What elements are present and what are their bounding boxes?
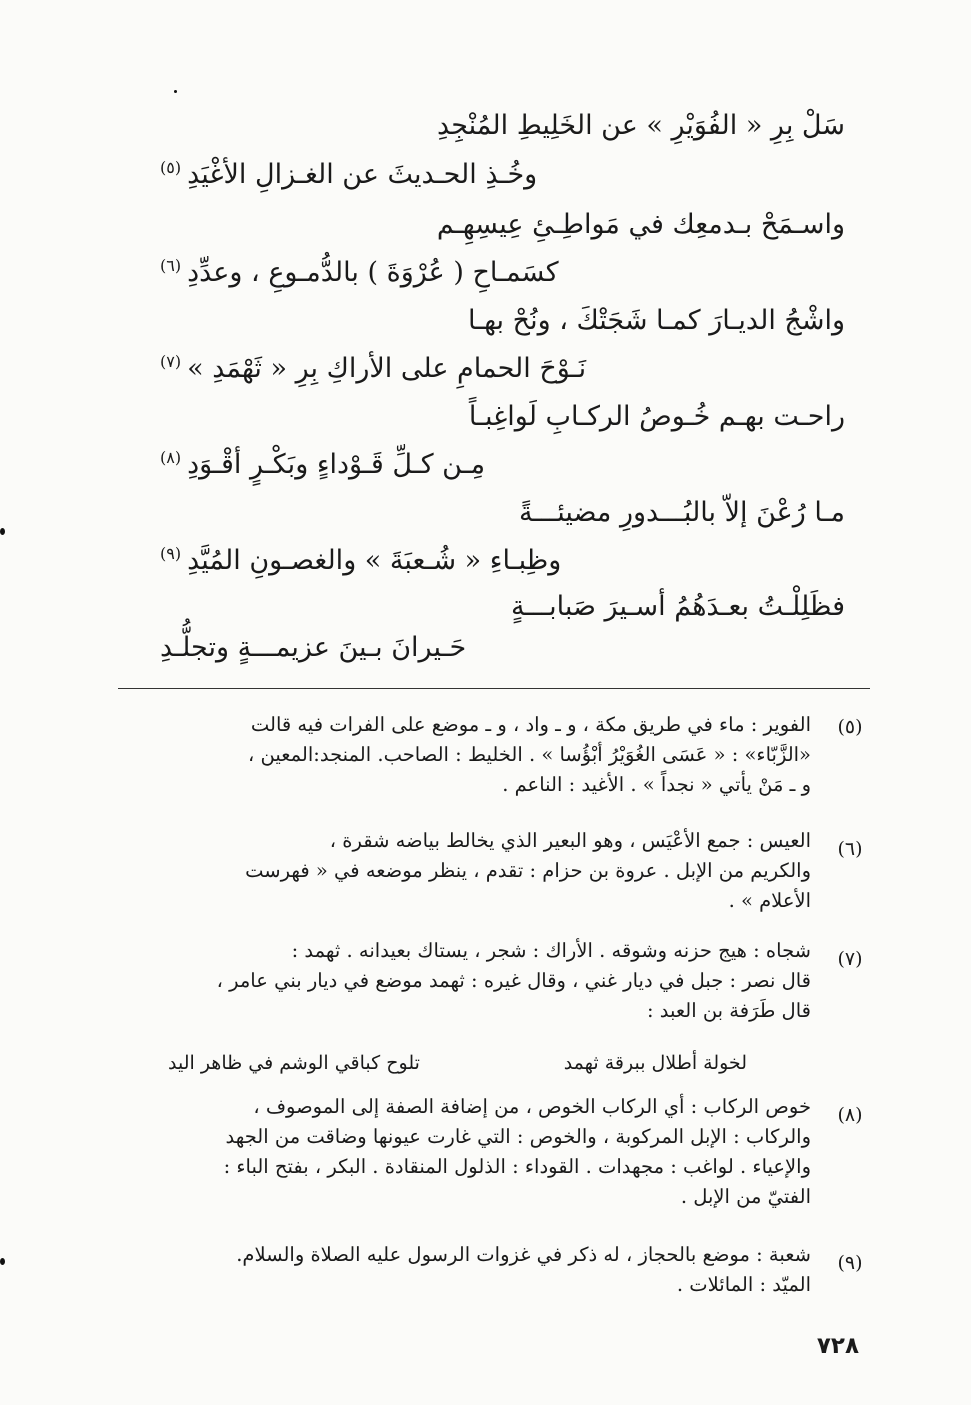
footnote-ref-6: (٦) — [160, 256, 182, 275]
verse-4: كسَمـاحِ ( عُرْوَةَ ) بالدُّمـوعِ ، وعدِّدِ$^{(٦)}$ — [160, 256, 559, 288]
footnote-number-9: (٩) — [837, 1252, 863, 1274]
verse-2: وخُـذِ الحـديثَ عن الغـزالِ الأغْيَدِ$^{(٥)}$ — [160, 158, 538, 190]
footnote-number-5: (٥) — [837, 716, 863, 738]
verse-5: واشْجُ الديـارَ كمـا شَجَتْكَ ، ونُحْ بهـا — [467, 305, 845, 336]
verse-6: نَـوْحَ الحمامِ على الأراكِ بِرِ « ثَهْمَدِ »$^{(٧)}$ — [160, 352, 587, 384]
scan-speck-left-1 — [0, 528, 5, 535]
footnote-number-6: (٦) — [837, 838, 863, 860]
footnote-7: شجاه : هيج حزنه وشوقه . الأراك : شجر ، يستاك بعيدانه . ثهمد : قال نصر : جبل في ديار غني ، وقال غيره : ثهمد موضع في ديار بني عامر ، قال طَرَفة بن العبد : — [216, 939, 811, 1022]
footnote-ref-5: (٥) — [160, 158, 182, 177]
quoted-verse-first-half: لخولة أطلال ببرقة ثهمد — [563, 1052, 747, 1074]
footnote-5: الفوير : ماء في طريق مكة ، و ـ واد ، و ـ موضع على الفرات فيه قالت «الزَّبّاء» : « عَسَى الغُوَيْرُ أبْؤُسا » . الخليط : الصاحب. المنجد:المعين ، و ـ مَنْ يأتي « نجداً » . الأغيد : الناعم . — [248, 713, 811, 796]
footnote-8: خوص الركاب : أي الركاب الخوص ، من إضافة الصفة إلى الموصوف ، والركاب : الإبل المركوبة ، والخوص : التي غارت عيونها وضاقت من الجهد والإعياء . لواغب : مجهدات . القوداء : الذلول المنقادة . البكر ، بفتح الباء : الفتيّ من الإبل . — [223, 1095, 811, 1208]
verse-1: سَلْ بِرِ « الفُوَيْرِ » عن الخَلِيطِ المُنْجِدِ — [437, 110, 845, 141]
footnote-number-8: (٨) — [837, 1104, 863, 1126]
scan-speck-top — [174, 90, 177, 93]
quoted-verse-second-half: تلوح كباقي الوشم في ظاهر اليد — [168, 1052, 420, 1074]
footnote-number-7: (٧) — [837, 948, 863, 970]
verse-7: راحـت بهـم خُـوصُ الركـابِ لَواغِبـاً — [468, 401, 845, 432]
footnote-ref-8: (٨) — [160, 448, 182, 467]
footnote-6: العيس : جمع الأعْيَس ، وهو البعير الذي يخالط بياضه شقرة ، والكريم من الإبل . عروة بن حزام : تقدم ، ينظر موضعه في « فهرست الأعلام » . — [245, 829, 811, 912]
page-number: ٧٢٨ — [816, 1333, 859, 1359]
verse-11: فظَلِلْـتُ بعـدَهُمُ أسـيرَ صَبابـــةٍ — [510, 591, 845, 622]
footnote-ref-9: (٩) — [160, 544, 182, 563]
footnote-divider — [118, 688, 870, 689]
verse-10: وظِبـاءِ « شُـعبَةَ » والغصـونِ المُيَّدِ$^{(٩)}$ — [160, 544, 562, 576]
verse-9: مـا رُعْنَ إلاّ بالبُـــدورِ مضيئـــةً — [518, 497, 845, 528]
verse-12: حَـيرانَ بـينَ عزيمـــةٍ وتجلُّـدِ — [160, 632, 467, 663]
verse-8: مِـن كـلِّ قَـوْداءٍ وبَكْـرٍ أقْـوَدِ$^{(٨)}$ — [160, 448, 486, 480]
footnote-ref-7: (٧) — [160, 352, 182, 371]
footnote-9: شعبة : موضع بالحجاز ، له ذكر في غزوات الرسول عليه الصلاة والسلام. الميّد : المائلات . — [236, 1243, 811, 1296]
verse-3: واسـمَحْ بـدمعِك في مَواطِـئِ عِيسِهِـم — [436, 209, 845, 240]
scan-speck-left-2 — [0, 1258, 5, 1265]
